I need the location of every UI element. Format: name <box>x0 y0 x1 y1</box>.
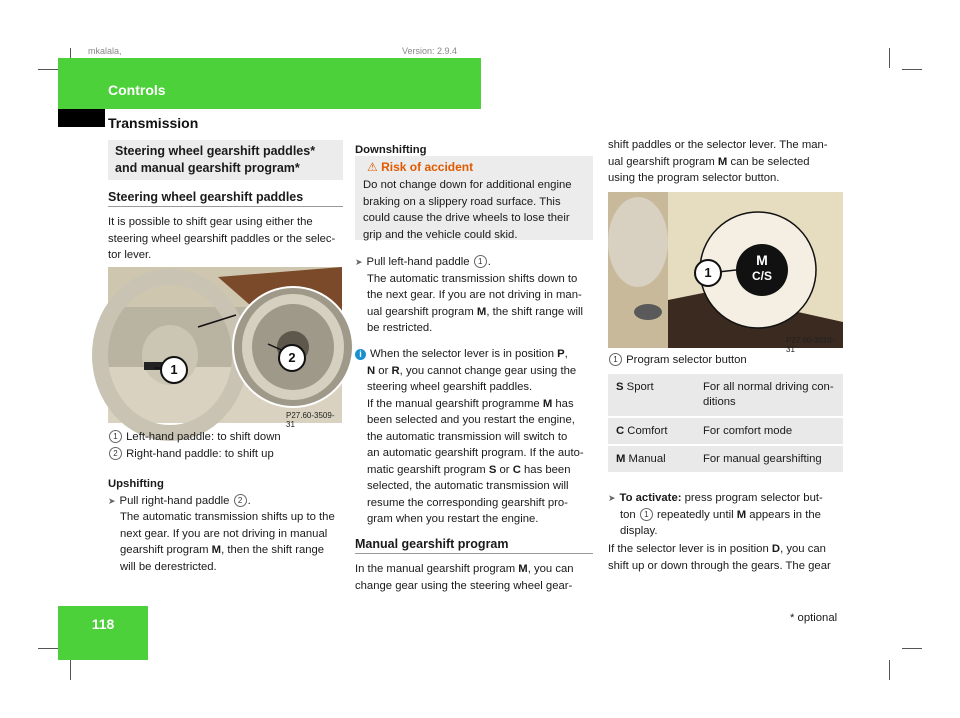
page-number: 118 <box>91 616 115 632</box>
gear-text: If the selector lever is in position <box>608 543 772 555</box>
activate-step <box>608 490 853 540</box>
selector-illustration <box>608 192 843 348</box>
detail-line: The automatic transmission shifts up to the <box>120 511 335 523</box>
downshift-detail <box>355 271 600 337</box>
info-bold: P <box>557 348 565 360</box>
manual-line: change gear using the steering wheel gear- <box>355 579 573 592</box>
manual-program-heading: Manual gearshift program <box>355 537 509 551</box>
section-title: Controls <box>108 82 166 98</box>
table-row <box>608 374 843 416</box>
desc-line: ditions <box>703 396 736 408</box>
activate-bold: M <box>736 508 747 521</box>
warning-title-row <box>367 160 473 174</box>
detail-text: , the shift range will <box>486 305 584 318</box>
step-text: Pull right-hand paddle <box>119 494 233 507</box>
warning-line: grip and the vehicle could skid. <box>363 228 518 241</box>
gear-line: shift up or down through the gears. The gear <box>608 559 831 572</box>
activate-text: appears in the <box>746 508 821 521</box>
gear-paragraph <box>608 541 853 574</box>
step-text: . <box>487 256 491 268</box>
upshift-step <box>108 493 350 510</box>
info-line: resume the corresponding gearshift pro- <box>367 496 568 509</box>
table-cell-key <box>616 452 666 467</box>
activate-text: press program selector but- <box>681 492 823 504</box>
manual-text: In the manual gearshift program <box>355 563 519 575</box>
button-label-bottom: C/S <box>751 269 772 283</box>
activate-line: display. <box>620 525 658 537</box>
gear-bold: D <box>771 543 781 555</box>
info-line: been selected and you restart the engine, <box>367 414 575 426</box>
activate-text: ton <box>620 508 639 521</box>
info-bold: C <box>512 463 521 476</box>
callout-1: 1 <box>694 259 722 287</box>
mode-label: Manual <box>625 453 666 465</box>
mode-label: Comfort <box>624 425 668 437</box>
section-header-bar <box>58 58 481 109</box>
legend-list <box>108 429 348 462</box>
legend-number: 2 <box>109 447 122 460</box>
info-bold: R <box>391 364 400 377</box>
steering-wheel-illustration <box>108 267 342 423</box>
detail-line <box>120 542 350 559</box>
table-row <box>608 418 843 444</box>
table-row <box>608 446 843 472</box>
crop-mark <box>38 648 58 649</box>
intro-line: steering wheel gearshift paddles or the selec- <box>108 232 336 245</box>
manual-paragraph <box>355 561 600 594</box>
step-text: Pull left-hand paddle <box>366 256 473 268</box>
col3-intro <box>608 137 853 187</box>
mode-key: C <box>616 425 625 437</box>
mode-key: M <box>616 453 626 465</box>
heading-text: Downshifting <box>355 144 427 156</box>
detail-text: ual gearshift program <box>367 305 477 318</box>
meta-left: mkalala, <box>88 46 122 56</box>
manual-text: , you can <box>527 563 574 575</box>
callout-2: 2 <box>278 344 306 372</box>
intro-text: ual gearshift program <box>608 155 718 168</box>
step-number: 1 <box>640 508 653 521</box>
info-line: the automatic transmission will switch to <box>367 430 568 443</box>
intro-paragraph <box>108 214 348 264</box>
upshift-detail <box>108 509 350 575</box>
legend-item <box>108 429 348 446</box>
box-title-line2: and manual gearshift program* <box>115 161 300 175</box>
detail-line <box>367 304 600 321</box>
gear-text: , you can <box>780 543 826 555</box>
divider <box>355 553 593 554</box>
info-bold: S <box>488 463 497 476</box>
legend-item <box>108 446 348 463</box>
section-box <box>108 140 343 180</box>
info-text: , <box>564 348 568 360</box>
detail-line: be restricted. <box>367 322 433 334</box>
subsection-title: Transmission <box>108 115 199 131</box>
crop-mark <box>902 648 922 649</box>
detail-line: next gear. If you are not driving in manual <box>120 527 328 540</box>
detail-line: will be derestricted. <box>120 560 217 573</box>
detail-bold: M <box>211 544 222 556</box>
warning-box <box>355 156 593 240</box>
selector-legend <box>608 352 747 369</box>
crop-mark <box>889 660 890 680</box>
detail-text: gearshift program <box>120 544 212 556</box>
step-arrow-icon: ➤ <box>108 495 116 506</box>
image-code: P27.60-3509-31 <box>286 411 335 429</box>
detail-line: the next gear. If you are not driving in man- <box>367 289 582 301</box>
crop-mark <box>889 48 890 68</box>
info-text: , you cannot change gear using the <box>399 364 577 377</box>
footnote: * optional <box>790 612 838 624</box>
warning-text <box>363 177 591 243</box>
info-body <box>355 363 600 528</box>
upshifting-heading: Upshifting <box>108 478 164 490</box>
table-cell-key <box>616 380 654 395</box>
crop-mark <box>38 69 58 70</box>
info-line: steering wheel gearshift paddles. <box>367 381 533 393</box>
info-line: selected, the automatic transmission will <box>367 480 569 492</box>
info-icon: i <box>355 349 366 360</box>
subsection-marker <box>58 109 105 127</box>
callout-1: 1 <box>160 356 188 384</box>
step-number: 2 <box>234 494 247 507</box>
detail-bold: M <box>476 305 487 318</box>
step-arrow-icon: ➤ <box>608 493 616 503</box>
legend-number: 1 <box>109 430 122 443</box>
box-title-line1: Steering wheel gearshift paddles* <box>115 144 316 158</box>
info-text: or <box>375 364 392 377</box>
table-cell-desc: For manual gearshifting <box>703 453 822 465</box>
intro-text: can be selected <box>727 155 810 168</box>
image-code: P27.60-3010-31 <box>786 336 835 354</box>
activate-detail <box>608 507 853 540</box>
heading-paddles: Steering wheel gearshift paddles <box>108 190 304 204</box>
downshift-step <box>355 254 600 337</box>
info-bold: M <box>542 397 553 410</box>
warning-title: Risk of accident <box>381 160 474 174</box>
step-arrow-icon: ➤ <box>355 257 363 267</box>
table-cell-key <box>616 424 667 439</box>
page-number-block <box>58 606 148 660</box>
warning-line: Do not change down for additional engine <box>363 179 572 191</box>
table-cell-desc: For comfort mode <box>703 425 793 437</box>
table-cell-desc <box>703 380 843 410</box>
intro-line: It is possible to shift gear using either the <box>108 216 313 228</box>
activate-text: repeatedly until <box>653 508 737 521</box>
button-label-top: M <box>756 252 768 268</box>
step-number: 1 <box>474 255 487 268</box>
info-bold: N <box>367 364 376 377</box>
detail-text: , then the shift range <box>221 544 325 556</box>
detail-line: The automatic transmission shifts down to <box>367 272 578 285</box>
info-text: When the selector lever is in position <box>370 348 558 360</box>
info-text: has <box>552 397 574 410</box>
mode-key: S <box>616 381 624 393</box>
legend-number: 1 <box>609 353 622 366</box>
legend-text: Left-hand paddle: to shift down <box>126 431 281 443</box>
info-line: an automatic gearshift program. If the auto- <box>367 447 584 459</box>
upshifting-section <box>108 476 350 575</box>
mode-label: Sport <box>623 381 654 393</box>
warning-line: braking on a slippery road surface. This <box>363 195 561 208</box>
step-text: . <box>247 494 251 507</box>
warning-triangle-icon: ⚠ <box>367 160 378 174</box>
steering-wheel-photo <box>108 267 342 429</box>
crop-mark <box>902 69 922 70</box>
selector-photo <box>608 192 843 354</box>
info-line: gram when you restart the engine. <box>367 513 539 525</box>
program-button-label <box>745 252 779 284</box>
info-note <box>355 346 600 528</box>
info-text: has been <box>520 463 571 476</box>
activate-label: To activate: <box>619 492 682 504</box>
info-text: matic gearshift program <box>367 463 489 476</box>
warning-line: could cause the drive wheels to lose their <box>363 212 570 224</box>
legend-text: Program selector button <box>626 354 747 366</box>
legend-text: Right-hand paddle: to shift up <box>126 447 274 460</box>
intro-line: using the program selector button. <box>608 172 780 184</box>
intro-line: shift paddles or the selector lever. The man- <box>608 139 828 151</box>
program-table <box>608 374 843 472</box>
manual-bold: M <box>518 563 528 575</box>
info-text: If the manual gearshift programme <box>367 397 543 410</box>
crop-mark <box>70 660 71 680</box>
divider <box>108 206 343 207</box>
desc-line: For all normal driving con- <box>703 381 834 393</box>
intro-line: tor lever. <box>108 249 152 261</box>
meta-right: Version: 2.9.4 <box>402 46 458 56</box>
intro-bold: M <box>717 155 728 168</box>
info-text: or <box>496 463 513 476</box>
